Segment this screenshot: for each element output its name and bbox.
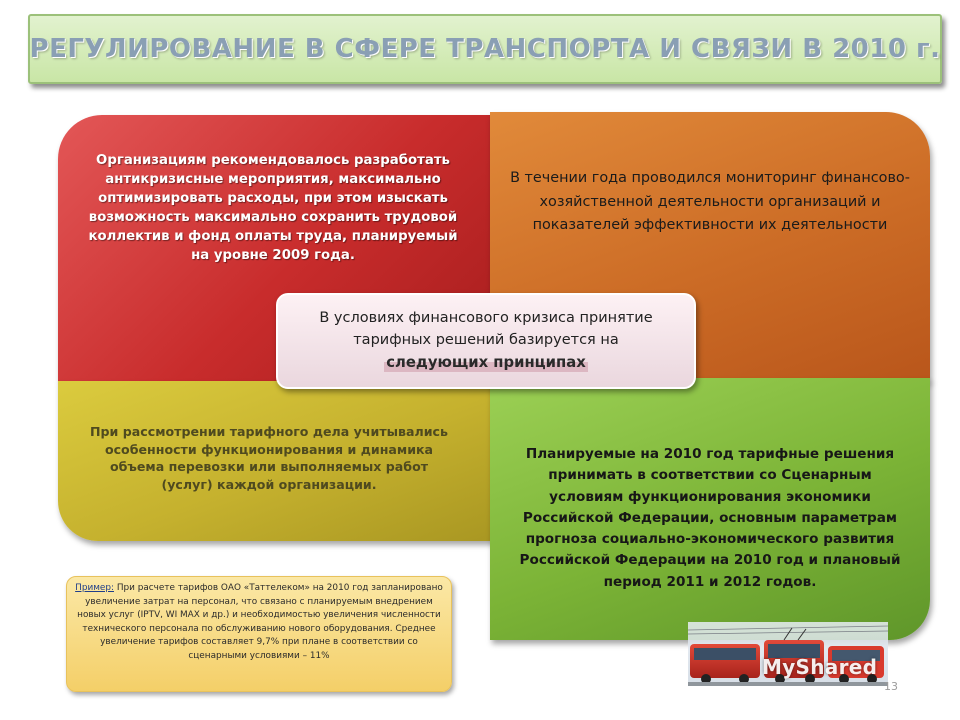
slide-title: РЕГУЛИРОВАНИЕ В СФЕРЕ ТРАНСПОРТА И СВЯЗИ В 2010 г.: [29, 34, 941, 64]
center-principles-box: [276, 293, 696, 389]
watermark: MyShared: [762, 655, 878, 679]
example-box: [66, 576, 452, 692]
center-emphasis: следующих принципах: [384, 352, 588, 374]
center-line-1: В условиях финансового кризиса принятие: [319, 310, 653, 326]
center-line-2: тарифных решений базируется на: [353, 332, 619, 348]
quadrant-top-left-text: Организациям рекомендовалось разработать антикризисные мероприятия, максимально оптимизировать расходы, при этом изыскать возможность максимально сохранить трудовой коллектив и фонд оплаты труда, планируемый на уровне 2009 года.: [88, 153, 458, 263]
example-label: Пример:: [75, 583, 114, 593]
quadrant-bottom-left: [58, 381, 494, 541]
example-text: При расчете тарифов ОАО «Таттелеком» на 2010 год запланировано увеличение затрат на персонал, что связано с планируемым внедрением новых услуг (IPTV, WI MAX и др.) и необходимостью увеличения численности технического персонала по обслуживанию нового оборудования. Среднее увеличение тарифов составляет 9,7% при плане в соответствии со сценарными условиями – 11%: [77, 583, 443, 661]
quadrant-top-right-text: В течении года проводился мониторинг финансово-хозяйственной деятельности организаций и показателей эффективности их деятельности: [510, 170, 910, 233]
quadrant-bottom-right: [490, 378, 930, 640]
title-bar: [28, 14, 942, 84]
page-number: 13: [884, 680, 898, 693]
quadrant-bottom-right-text: Планируемые на 2010 год тарифные решения принимать в соответствии со Сценарным условиям функционирования экономики Российской Федерации, основным параметрам прогноза социально-экономического развития Российской Федерации на 2010 год и плановый период 2011 и 2012 годов.: [519, 446, 901, 590]
quadrant-bottom-left-text: При рассмотрении тарифного дела учитывались особенности функционирования и динамика объема перевозки или выполняемых работ (услуг) каждой организации.: [90, 424, 448, 492]
